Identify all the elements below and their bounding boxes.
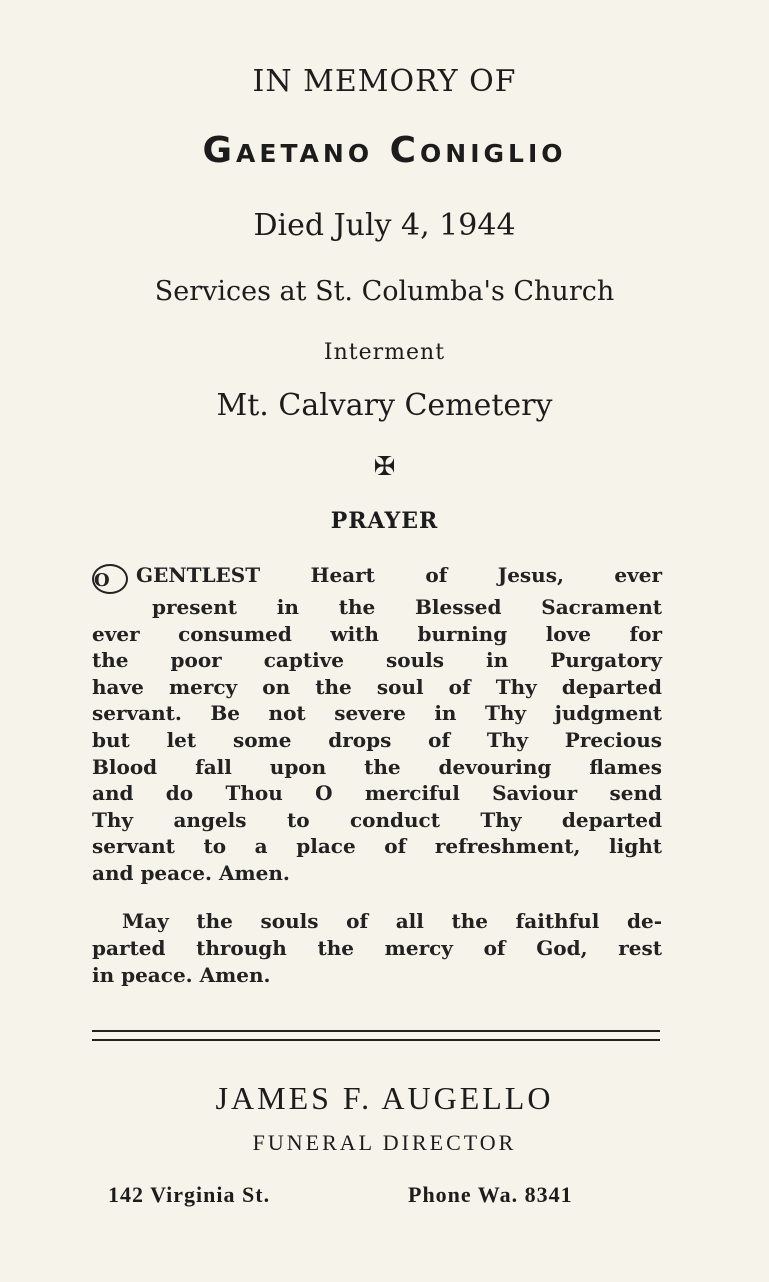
prayer-line-9: and do Thou O merciful Saviour send bbox=[92, 781, 662, 806]
phone: Phone Wa. 8341 bbox=[408, 1182, 573, 1207]
prayer-line-6: servant. Be not severe in Thy judgment bbox=[92, 701, 662, 726]
prayer-line-12: and peace. Amen. bbox=[92, 860, 290, 885]
prayer-line-5: have mercy on the soul of Thy departed bbox=[92, 674, 662, 699]
deceased-name: Gaetano Coniglio bbox=[202, 130, 567, 171]
in-memory-heading: IN MEMORY OF bbox=[252, 64, 517, 99]
cemetery-name: Mt. Calvary Cemetery bbox=[216, 388, 553, 423]
closing-line-2: parted through the mercy of God, rest bbox=[92, 936, 662, 960]
director-title: FUNERAL DIRECTOR bbox=[252, 1130, 517, 1155]
death-date: Died July 4, 1944 bbox=[253, 208, 516, 243]
cross-icon: ✠ bbox=[373, 452, 396, 482]
divider-top bbox=[92, 1030, 660, 1032]
drop-cap: O bbox=[92, 564, 128, 594]
prayer-line-1: O GENTLEST Heart of Jesus, ever bbox=[92, 562, 662, 594]
prayer-line-10: Thy angels to conduct Thy departed bbox=[92, 807, 662, 832]
address: 142 Virginia St. bbox=[108, 1182, 271, 1207]
closing-line-3: in peace. Amen. bbox=[92, 963, 271, 987]
prayer-line-8: Blood fall upon the devouring flames bbox=[92, 754, 662, 779]
prayer-line-11: servant to a place of refreshment, light bbox=[92, 834, 662, 859]
prayer-line-7: but let some drops of Thy Precious bbox=[92, 727, 662, 752]
interment-label: Interment bbox=[323, 340, 446, 365]
closing-text bbox=[92, 908, 662, 989]
divider-bottom bbox=[92, 1039, 660, 1041]
services-line: Services at St. Columba's Church bbox=[154, 276, 615, 307]
director-name: JAMES F. AUGELLO bbox=[215, 1080, 554, 1116]
closing-line-1: May the souls of all the faithful de- bbox=[122, 909, 662, 933]
prayer-line-3: ever consumed with burning love for bbox=[92, 621, 662, 646]
prayer-title: PRAYER bbox=[330, 508, 439, 534]
prayer-text bbox=[92, 562, 662, 887]
prayer-line-4: the poor captive souls in Purgatory bbox=[92, 648, 662, 673]
prayer-line-2: present in the Blessed Sacrament bbox=[152, 595, 662, 619]
